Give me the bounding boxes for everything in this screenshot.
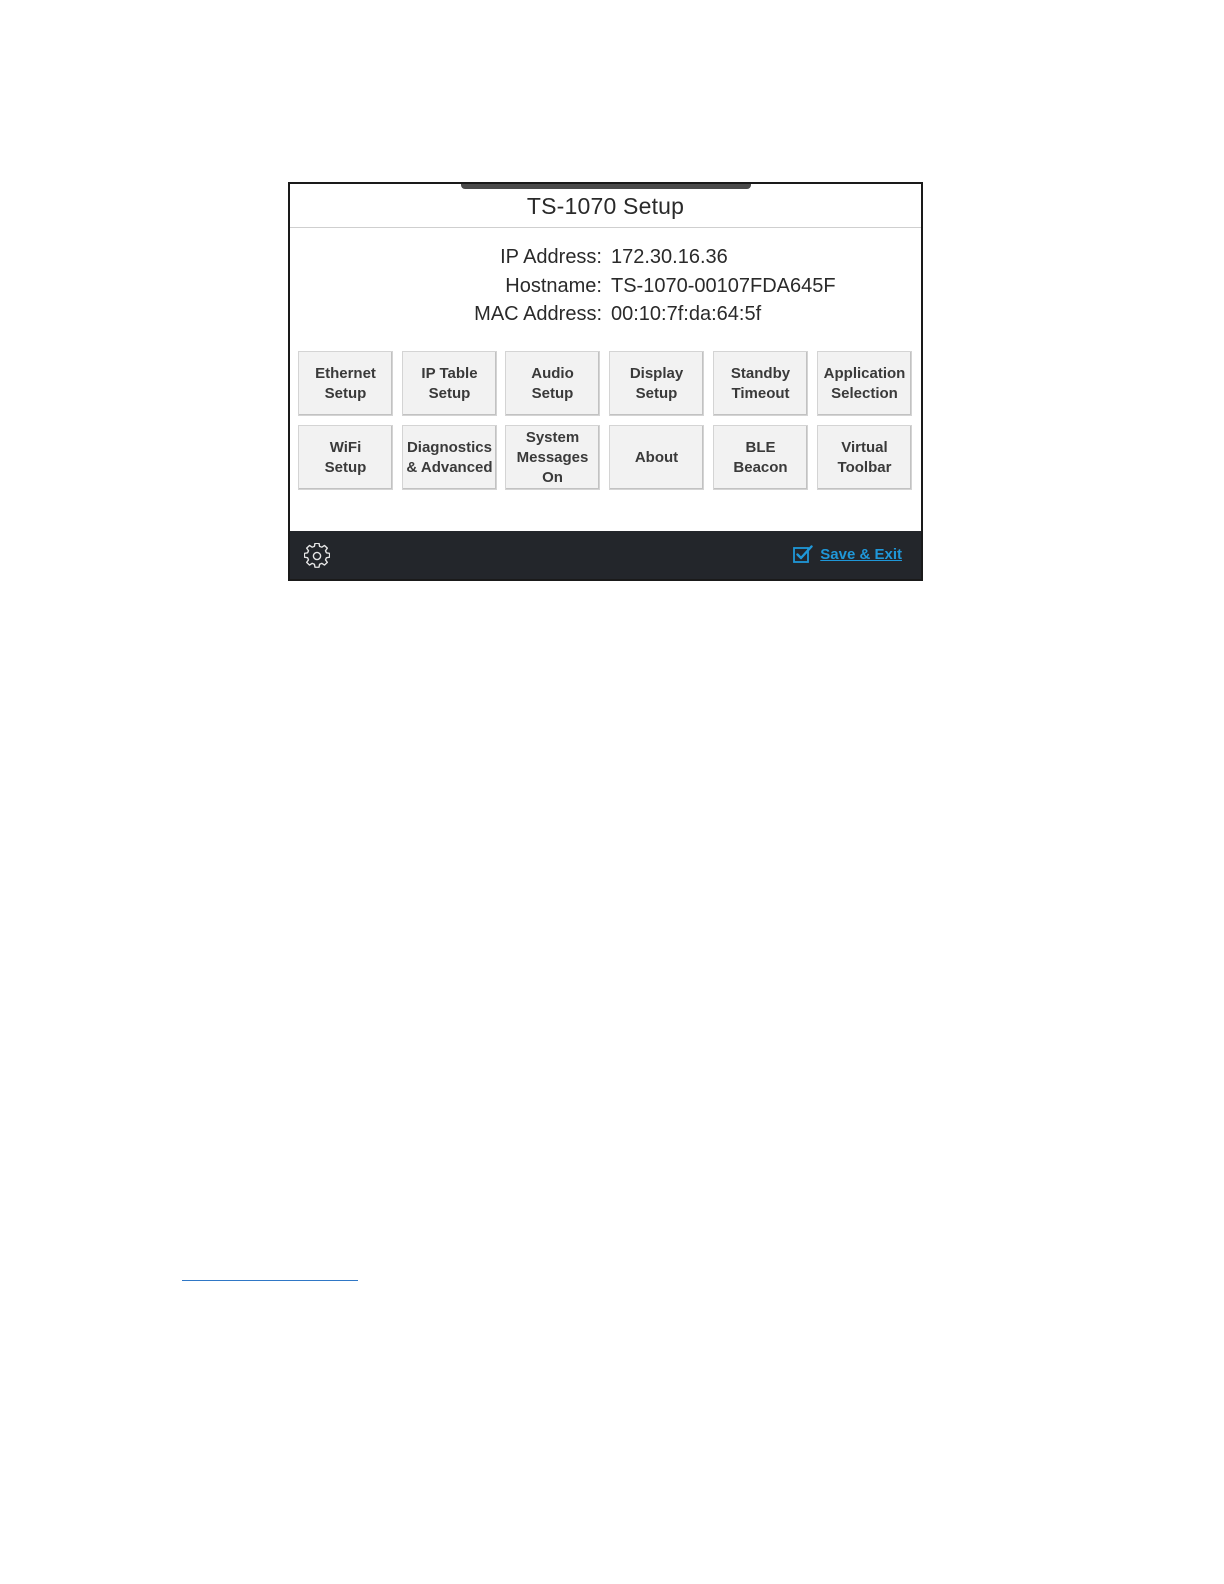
ethernet-setup-button[interactable]: Ethernet Setup bbox=[298, 351, 393, 416]
save-exit-button[interactable] bbox=[793, 545, 902, 564]
touchscreen-setup-panel bbox=[288, 182, 923, 581]
info-row-ip-address bbox=[290, 246, 921, 275]
ip-address-value: 172.30.16.36 bbox=[611, 246, 728, 268]
ip-table-setup-button[interactable]: IP Table Setup bbox=[402, 351, 497, 416]
ble-beacon-button[interactable]: BLE Beacon bbox=[713, 425, 808, 490]
hostname-value: TS-1070-00107FDA645F bbox=[611, 274, 836, 297]
info-row-mac-address bbox=[290, 303, 921, 332]
page-title: TS-1070 Setup bbox=[526, 193, 685, 219]
about-button[interactable]: About bbox=[609, 425, 704, 490]
mac-address-label: MAC Address: bbox=[474, 303, 602, 325]
save-exit-label: Save & Exit bbox=[820, 546, 902, 563]
virtual-toolbar-button[interactable]: Virtual Toolbar bbox=[817, 425, 912, 490]
diagnostics-advanced-button[interactable]: Diagnostics & Advanced bbox=[402, 425, 497, 490]
bottom-toolbar bbox=[290, 531, 921, 579]
standby-timeout-button[interactable]: Standby Timeout bbox=[713, 351, 808, 416]
hostname-label: Hostname: bbox=[505, 274, 602, 297]
gear-icon[interactable] bbox=[304, 543, 330, 569]
checkbox-checked-icon bbox=[793, 545, 813, 564]
info-row-hostname bbox=[290, 275, 921, 304]
audio-setup-button[interactable]: Audio Setup bbox=[505, 351, 600, 416]
title-bar bbox=[290, 184, 921, 228]
mac-address-value: 00:10:7f:da:64:5f bbox=[611, 303, 762, 325]
application-selection-button[interactable]: Application Selection bbox=[817, 351, 912, 416]
system-messages-button[interactable]: System Messages On bbox=[505, 425, 600, 490]
wifi-setup-button[interactable]: WiFi Setup bbox=[298, 425, 393, 490]
ip-address-label: IP Address: bbox=[500, 246, 602, 268]
display-setup-button[interactable]: Display Setup bbox=[609, 351, 704, 416]
device-info bbox=[290, 246, 921, 332]
footnote-divider bbox=[182, 1280, 358, 1281]
